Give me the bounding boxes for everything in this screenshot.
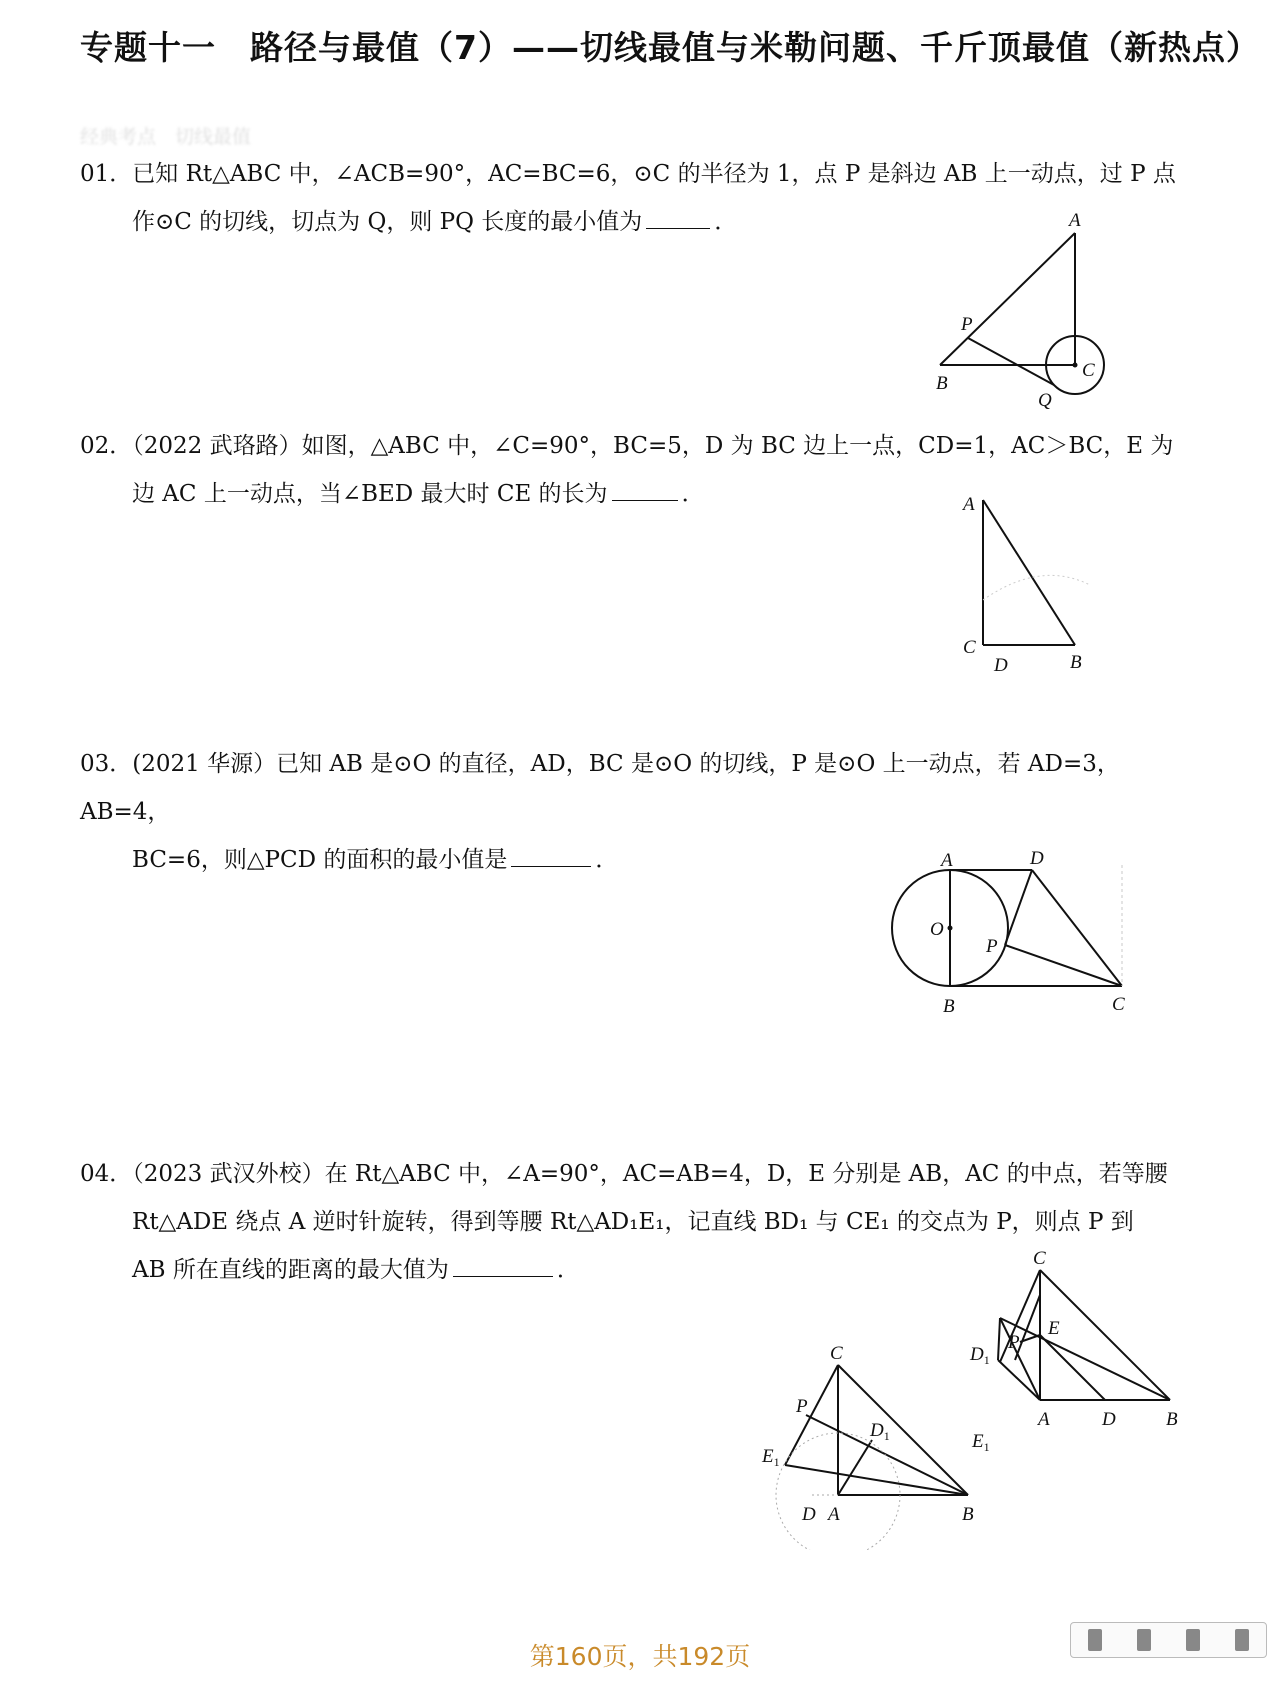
label-d1: $D_1$ [870,1420,890,1443]
page-navigation-toolbar[interactable] [1070,1622,1267,1658]
label-e: E [1048,1318,1060,1339]
page-counter: 第160页，共192页 [529,1642,751,1671]
label-d: D [802,1504,816,1525]
segment-cb [838,1365,968,1495]
label-b: B [962,1504,974,1525]
nav-handle-1[interactable] [1088,1629,1102,1651]
nav-handle-3[interactable] [1186,1629,1200,1651]
question-3-end: ． [595,847,619,873]
question-1-line1: 01．已知 Rt△ABC 中，∠ACB=90°，AC=BC=6，⊙C 的半径为 1，点 P 是斜边 AB 上一动点，过 P 点 [80,161,1176,187]
answer-blank-4 [453,1251,553,1277]
tangent-pq [968,338,1054,385]
label-p: P [961,314,973,335]
segment-pc [1005,945,1122,986]
label-c: C [1112,994,1125,1015]
question-3-line2: BC=6，则△PCD 的面积的最小值是 [132,847,508,873]
label-d1: $D_1$ [970,1344,990,1367]
question-2-end: ． [681,481,705,507]
segment-e1b [785,1465,968,1495]
label-b: B [936,373,948,394]
page-title: 专题十一 路径与最值（7）——切线最值与米勒问题、千斤顶最值（新热点） [80,28,1260,67]
label-c: C [1082,360,1095,381]
segment-e1a [998,1360,1040,1400]
label-c: C [830,1343,843,1364]
label-q: Q [1038,390,1052,411]
question-1-end: ． [714,209,738,235]
label-a: A [1038,1409,1050,1430]
label-e1: $E_1$ [972,1431,990,1454]
label-p: P [796,1396,808,1417]
question-4-line1: 04．（2023 武汉外校）在 Rt△ABC 中，∠A=90°，AC=AB=4，D，E 分别是 AB，AC 的中点，若等腰 [80,1161,1168,1187]
label-a: A [1069,210,1081,231]
segment-d1a [1000,1318,1040,1400]
segment-dc [1032,870,1122,986]
question-2-line2: 边 AC 上一动点，当∠BED 最大时 CE 的长为 [132,481,608,507]
figure-4-left [755,1340,985,1550]
question-4-end: ． [556,1257,580,1283]
answer-blank-3 [511,841,591,867]
segment-pb [806,1415,968,1495]
answer-blank-2 [612,475,678,501]
center-c-dot [1073,363,1078,368]
label-d: D [1102,1409,1116,1430]
label-d: D [1030,848,1044,869]
figure-2 [955,490,1115,680]
question-3-line1: 03．(2021 华源）已知 AB 是⊙O 的直径，AD，BC 是⊙O 的切线，P 是⊙O 上一动点，若 AD=3，AB=4， [80,751,1120,825]
segment-e1d1 [998,1318,1000,1360]
segment-ce1 [785,1365,838,1465]
label-b: B [943,996,955,1017]
label-e1: $E_1$ [762,1446,780,1469]
question-4-line3: AB 所在直线的距离的最大值为 [132,1257,449,1283]
label-b: B [1070,652,1082,673]
label-a: A [941,850,953,871]
label-c: C [963,637,976,658]
faint-arc [983,575,1090,600]
segment-ed [1040,1335,1105,1400]
question-1-line2: 作⊙C 的切线，切点为 Q，则 PQ 长度的最小值为 [132,209,643,235]
segment-pd [1005,870,1032,945]
figure-3 [880,845,1140,1020]
label-p: P [1008,1332,1020,1353]
figure-4-right [965,1245,1190,1455]
question-4-line2: Rt△ADE 绕点 A 逆时针旋转，得到等腰 Rt△AD₁E₁，记直线 BD₁ 与 CE₁ 的交点为 P，则点 P 到 [132,1209,1134,1235]
label-c: C [1033,1248,1046,1269]
question-2-line1: 02．（2022 武珞路）如图，△ABC 中，∠C=90°，BC=5，D 为 BC 边上一点，CD=1，AC＞BC，E 为 [80,433,1174,459]
faded-section-heading: 经典考点 切线最值 [80,126,252,148]
segment-ad1 [838,1440,872,1495]
answer-blank-1 [646,203,710,229]
center-o-dot [948,926,953,931]
nav-handle-2[interactable] [1137,1629,1151,1651]
label-p: P [986,936,998,957]
label-a: A [963,494,975,515]
label-o: O [930,919,944,940]
figure-1 [930,205,1130,415]
nav-handle-4[interactable] [1235,1629,1249,1651]
label-b: B [1166,1409,1178,1430]
segment-ab [983,500,1075,645]
label-a: A [828,1504,840,1525]
label-d: D [994,655,1008,676]
